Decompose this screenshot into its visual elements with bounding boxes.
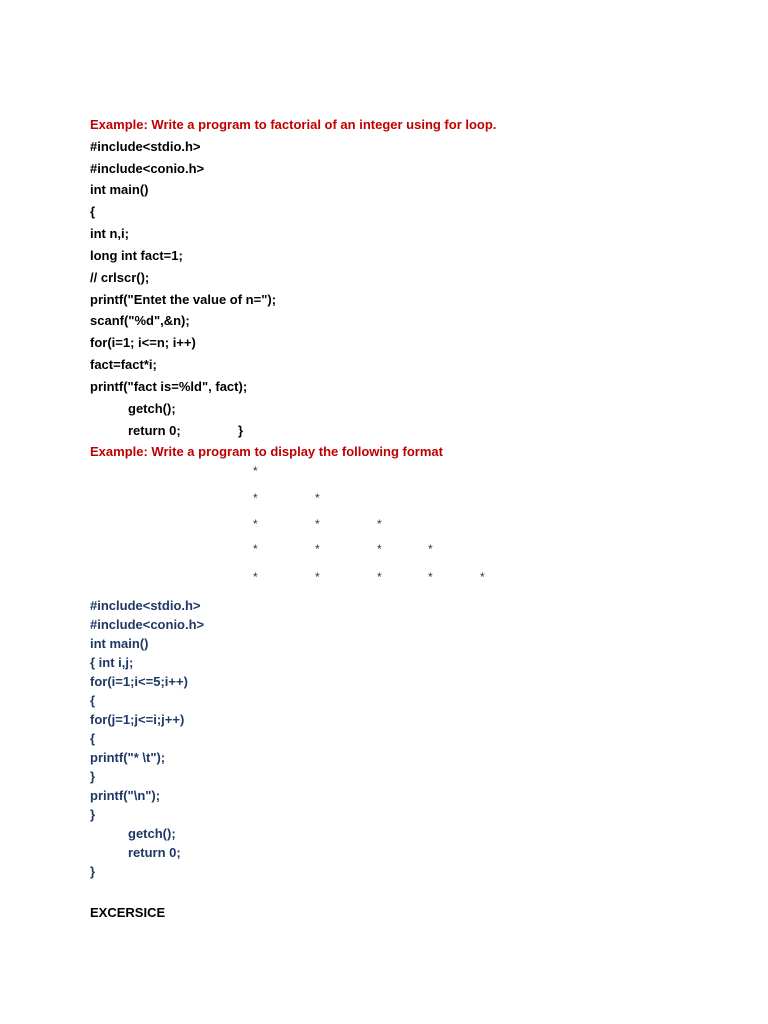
code-line: } <box>90 807 96 822</box>
code-line: for(i=1;i<=5;i++) <box>90 674 188 689</box>
code-line: printf("fact is=%ld", fact); <box>90 379 248 394</box>
code-line: scanf("%d",&n); <box>90 313 190 328</box>
code-line: { <box>90 693 96 708</box>
code-line: getch(); <box>128 826 176 841</box>
pattern-star: * <box>253 491 258 505</box>
pattern-star: * <box>315 570 320 584</box>
code-line: { <box>90 731 96 746</box>
pattern-star: * <box>377 517 382 531</box>
pattern-star: * <box>315 517 320 531</box>
code-line: } <box>90 769 96 784</box>
code-line: fact=fact*i; <box>90 357 157 372</box>
pattern-star: * <box>253 464 258 478</box>
code-line: int main() <box>90 182 149 197</box>
code-line: return 0; <box>128 423 181 438</box>
code-line: int n,i; <box>90 226 129 241</box>
code-line: getch(); <box>128 401 176 416</box>
pattern-star: * <box>377 570 382 584</box>
pattern-star: * <box>253 542 258 556</box>
code-line: { int i,j; <box>90 655 134 670</box>
code-line: printf("\n"); <box>90 788 161 803</box>
code-line: return 0; <box>128 845 181 860</box>
example1-title: Example: Write a program to factorial of an integer using for loop. <box>90 117 497 132</box>
code-line: #include<conio.h> <box>90 617 205 632</box>
pattern-star: * <box>480 570 485 584</box>
code-line: #include<stdio.h> <box>90 598 201 613</box>
pattern-star: * <box>428 570 433 584</box>
code-line: printf("Entet the value of n="); <box>90 292 277 307</box>
pattern-star: * <box>315 491 320 505</box>
code-line: #include<stdio.h> <box>90 139 201 154</box>
exercise-heading: EXCERSICE <box>90 905 166 920</box>
code-line: } <box>90 864 96 879</box>
code-line: // crlscr(); <box>90 270 150 285</box>
code-line: { <box>90 204 96 219</box>
code-line: #include<conio.h> <box>90 161 205 176</box>
code-line: for(j=1;j<=i;j++) <box>90 712 185 727</box>
pattern-star: * <box>315 542 320 556</box>
pattern-star: * <box>253 517 258 531</box>
example2-title: Example: Write a program to display the following format <box>90 444 443 459</box>
pattern-star: * <box>428 542 433 556</box>
pattern-star: * <box>253 570 258 584</box>
code-line: int main() <box>90 636 149 651</box>
code-line: printf("* \t"); <box>90 750 166 765</box>
code-line: long int fact=1; <box>90 248 183 263</box>
code-closing-brace: } <box>238 423 244 438</box>
pattern-star: * <box>377 542 382 556</box>
code-line: for(i=1; i<=n; i++) <box>90 335 196 350</box>
